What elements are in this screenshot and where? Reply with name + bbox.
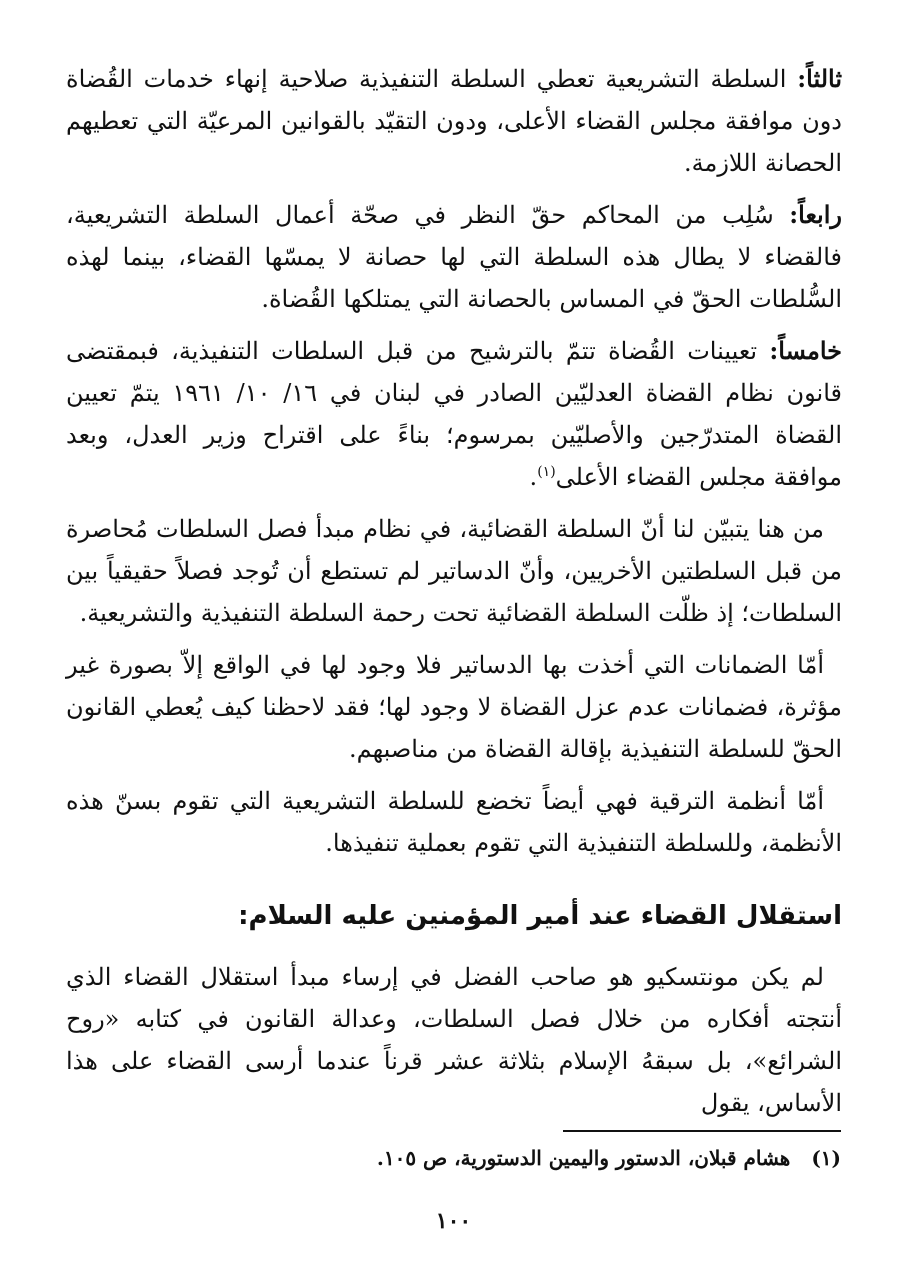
paragraph-fourth-point: [66, 194, 842, 320]
paragraph-lead: رابعاً:: [789, 200, 842, 229]
paragraph-lead: خامساً:: [769, 336, 842, 365]
footnote-number: (١): [811, 1146, 841, 1170]
paragraph-promotion: أمّا أنظمة الترقية فهي أيضاً تخضع للسلطة التشريعية التي تقوم بسنّ هذه الأنظمة، وللسلطة التنفيذية التي تقوم بعملية تنفيذها.: [66, 787, 842, 857]
footnote: [65, 1142, 841, 1174]
paragraph-text: سُلِب من المحاكم حقّ النظر في صحّة أعمال السلطة التشريعية، فالقضاء لا يطال هذه السلطة التي لها حصانة لا يمسّها القضاء، بينما لهذه السُّلطات الحقّ في المساس بالحصانة التي يمتلكها القُضاة.: [66, 201, 842, 313]
section-heading: استقلال القضاء عند أمير المؤمنين عليه السلام:: [238, 901, 842, 931]
page-body: [66, 58, 842, 1134]
paragraph-montesquieu: لم يكن مونتسكيو هو صاحب الفضل في إرساء مبدأ استقلال القضاء الذي أنتجته أفكاره من خلال فصل السلطات، وعدالة القانون في كتابه «روح الشرائع»، بل سبقهُ الإسلام بثلاثة عشر قرناً عندما أرسى القضاء على هذا الأساس، يقول: [66, 963, 842, 1117]
footnote-reference: (١): [537, 464, 556, 480]
footnote-text: هشام قبلان، الدستور واليمين الدستورية، ص ١٠٥.: [376, 1146, 791, 1170]
paragraph-fifth-point: [66, 330, 842, 498]
paragraph-third-point: [66, 58, 842, 184]
page-number: ١٠٠: [435, 1208, 472, 1234]
footnote-divider: [563, 1130, 841, 1132]
paragraph-lead: ثالثاً:: [797, 64, 842, 93]
paragraph-text: السلطة التشريعية تعطي السلطة التنفيذية صلاحية إنهاء خدمات القُضاة دون موافقة مجلس القضاء الأعلى، ودون التقيّد بالقوانين المرعيّة التي تعطيهم الحصانة اللازمة.: [66, 65, 842, 177]
paragraph-conclusion: من هنا يتبيّن لنا أنّ السلطة القضائية، في نظام مبدأ فصل السلطات مُحاصرة من قبل السلطتين الأخريين، وأنّ الدساتير لم تستطع أن تُوجد فصلاً حقيقياً بين السلطات؛ إذ ظلّت السلطة القضائية تحت رحمة السلطة التنفيذية والتشريعية.: [66, 515, 842, 627]
paragraph-text: تعيينات القُضاة تتمّ بالترشيح من قبل السلطات التنفيذية، فبمقتضى قانون نظام القضاة العدليّين الصادر في لبنان في ١٦/ ١٠/ ١٩٦١ يتمّ تعيين القضاة المتدرّجين والأصليّين بمرسوم؛ بناءً على اقتراح وزير العدل، وبعد موافقة مجلس القضاء الأعلى: [66, 337, 843, 491]
paragraph-end: .: [529, 463, 538, 491]
paragraph-guarantees: أمّا الضمانات التي أخذت بها الدساتير فلا وجود لها في الواقع إلاّ بصورة غير مؤثرة، فضمانات عدم عزل القضاة لا وجود لها؛ فقد لاحظنا كيف يُعطي القانون الحقّ للسلطة التنفيذية بإقالة القضاة من مناصبهم.: [66, 651, 842, 763]
